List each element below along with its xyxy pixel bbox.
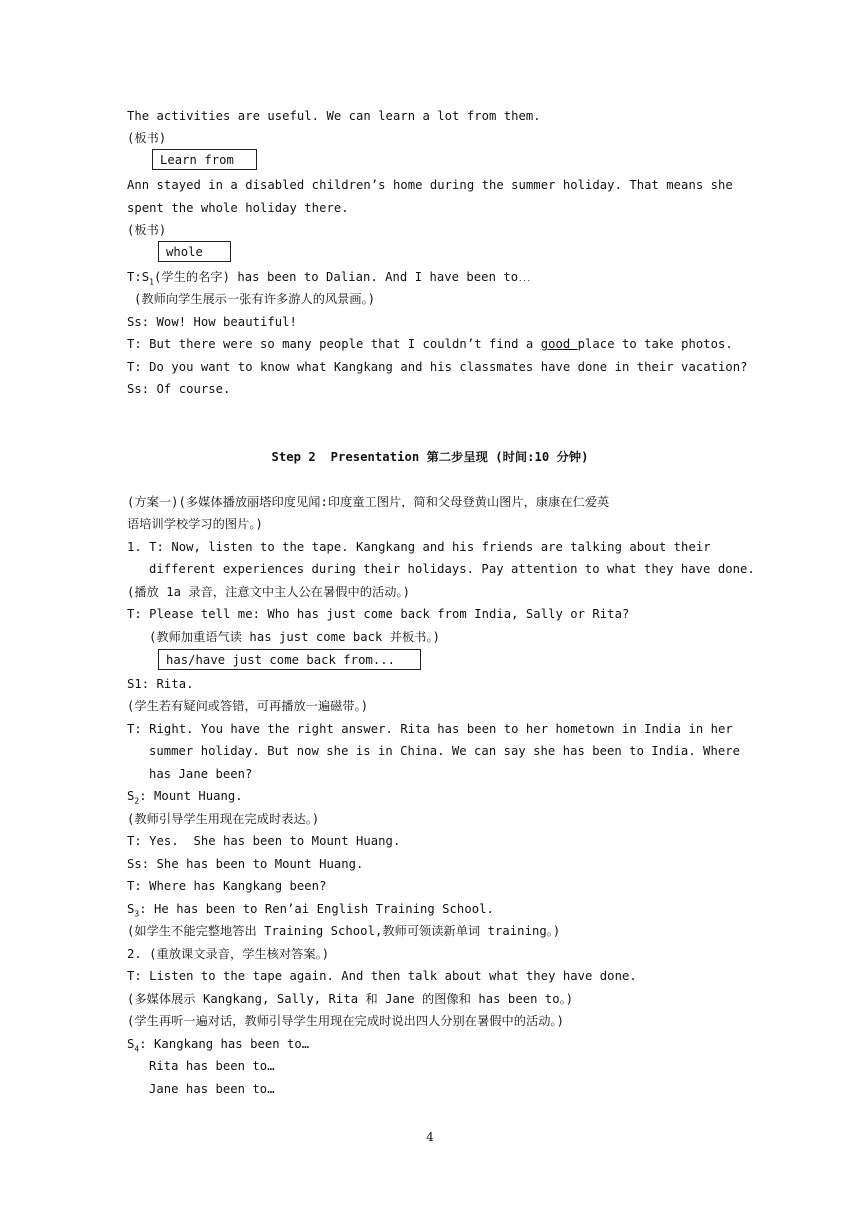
speaker-label: T:S bbox=[127, 270, 150, 284]
page-number: 4 bbox=[426, 1130, 434, 1144]
text-line: (板书) bbox=[127, 131, 167, 145]
text-line: (教师引导学生用现在完成时表达。) bbox=[127, 812, 320, 826]
speaker-label: S bbox=[127, 789, 135, 803]
text-line bbox=[127, 901, 494, 917]
board-box-whole: whole bbox=[158, 241, 231, 262]
text-line bbox=[127, 336, 733, 352]
text-line: different experiences during their holidays. Pay attention to what they have done. bbox=[149, 562, 755, 576]
text-line: T: Where has Kangkang been? bbox=[127, 879, 327, 893]
text-line: Ss: She has been to Mount Huang. bbox=[127, 857, 364, 871]
text-span: ... bbox=[518, 275, 531, 283]
section-heading: Step 2 Presentation 第二步呈现 (时间:10 分钟) bbox=[271, 450, 589, 464]
text-line bbox=[127, 269, 531, 287]
text-line: T: Do you want to know what Kangkang and his classmates have done in their vacation? bbox=[127, 360, 748, 374]
text-line: Ann stayed in a disabled children’s home during the summer holiday. That means she bbox=[127, 178, 733, 192]
text-line: S1: Rita. bbox=[127, 677, 194, 691]
subscript: 3 bbox=[134, 909, 140, 919]
text-line: (板书) bbox=[127, 223, 167, 237]
speaker-label: S bbox=[127, 902, 135, 916]
board-box-learn-from: Learn from bbox=[152, 149, 257, 170]
text-span: T: But there were so many people that I couldn’t find a bbox=[127, 337, 541, 351]
underlined-word: good bbox=[540, 337, 578, 351]
text-span: : Kangkang has been to… bbox=[139, 1037, 310, 1051]
text-line: Ss: Of course. bbox=[127, 382, 231, 396]
board-box-has-just-come-back: has/have just come back from... bbox=[158, 649, 421, 670]
text-line: summer holiday. But now she is in China. We can say she has been to India. Where bbox=[149, 744, 740, 758]
text-line: Rita has been to… bbox=[149, 1059, 275, 1073]
text-line: (学生若有疑问或答错，可再播放一遍磁带。) bbox=[127, 699, 369, 713]
text-line: 2. (重放课文录音，学生核对答案。) bbox=[127, 947, 330, 961]
text-span: : He has been to Ren’ai English Training School. bbox=[139, 902, 494, 916]
text-span: (学生的名字) has been to Dalian. And I have been to bbox=[154, 270, 519, 284]
subscript: 1 bbox=[149, 277, 155, 287]
subscript: 4 bbox=[134, 1044, 140, 1054]
text-line: spent the whole holiday there. bbox=[127, 201, 349, 215]
text-line bbox=[127, 788, 243, 804]
text-line: (学生再听一遍对话，教师引导学生用现在完成时说出四人分别在暑假中的活动。) bbox=[127, 1014, 564, 1028]
text-line: (播放 1a 录音，注意文中主人公在暑假中的活动。) bbox=[127, 585, 410, 599]
subscript: 2 bbox=[134, 796, 140, 806]
text-line: The activities are useful. We can learn a lot from them. bbox=[127, 109, 541, 123]
text-line: Ss: Wow! How beautiful! bbox=[127, 315, 297, 329]
text-line bbox=[127, 1036, 309, 1052]
text-span: place to take photos. bbox=[577, 337, 733, 351]
text-line: (方案一)(多媒体播放丽塔印度见闻:印度童工图片，简和父母登黄山图片，康康在仁爱英 bbox=[127, 495, 610, 509]
text-line: 1. T: Now, listen to the tape. Kangkang and his friends are talking about their bbox=[127, 540, 711, 554]
text-line: has Jane been? bbox=[149, 767, 253, 781]
text-line: (教师加重语气读 has just come back 并板书。) bbox=[149, 630, 441, 644]
text-line: T: Please tell me: Who has just come back from India, Sally or Rita? bbox=[127, 607, 630, 621]
text-line: T: Yes. She has been to Mount Huang. bbox=[127, 834, 401, 848]
speaker-label: S bbox=[127, 1037, 135, 1051]
text-line: Jane has been to… bbox=[149, 1082, 275, 1096]
text-line: T: Listen to the tape again. And then talk about what they have done. bbox=[127, 969, 637, 983]
text-span: : Mount Huang. bbox=[139, 789, 243, 803]
text-line: (如学生不能完整地答出 Training School,教师可领读新单词 training。) bbox=[127, 924, 561, 938]
text-line: 语培训学校学习的图片。) bbox=[127, 517, 263, 531]
text-line: (多媒体展示 Kangkang, Sally, Rita 和 Jane 的图像和 has been to。) bbox=[127, 992, 574, 1006]
text-line: (教师向学生展示一张有许多游人的风景画。) bbox=[134, 292, 376, 306]
text-line: T: Right. You have the right answer. Rita has been to her hometown in India in her bbox=[127, 722, 733, 736]
